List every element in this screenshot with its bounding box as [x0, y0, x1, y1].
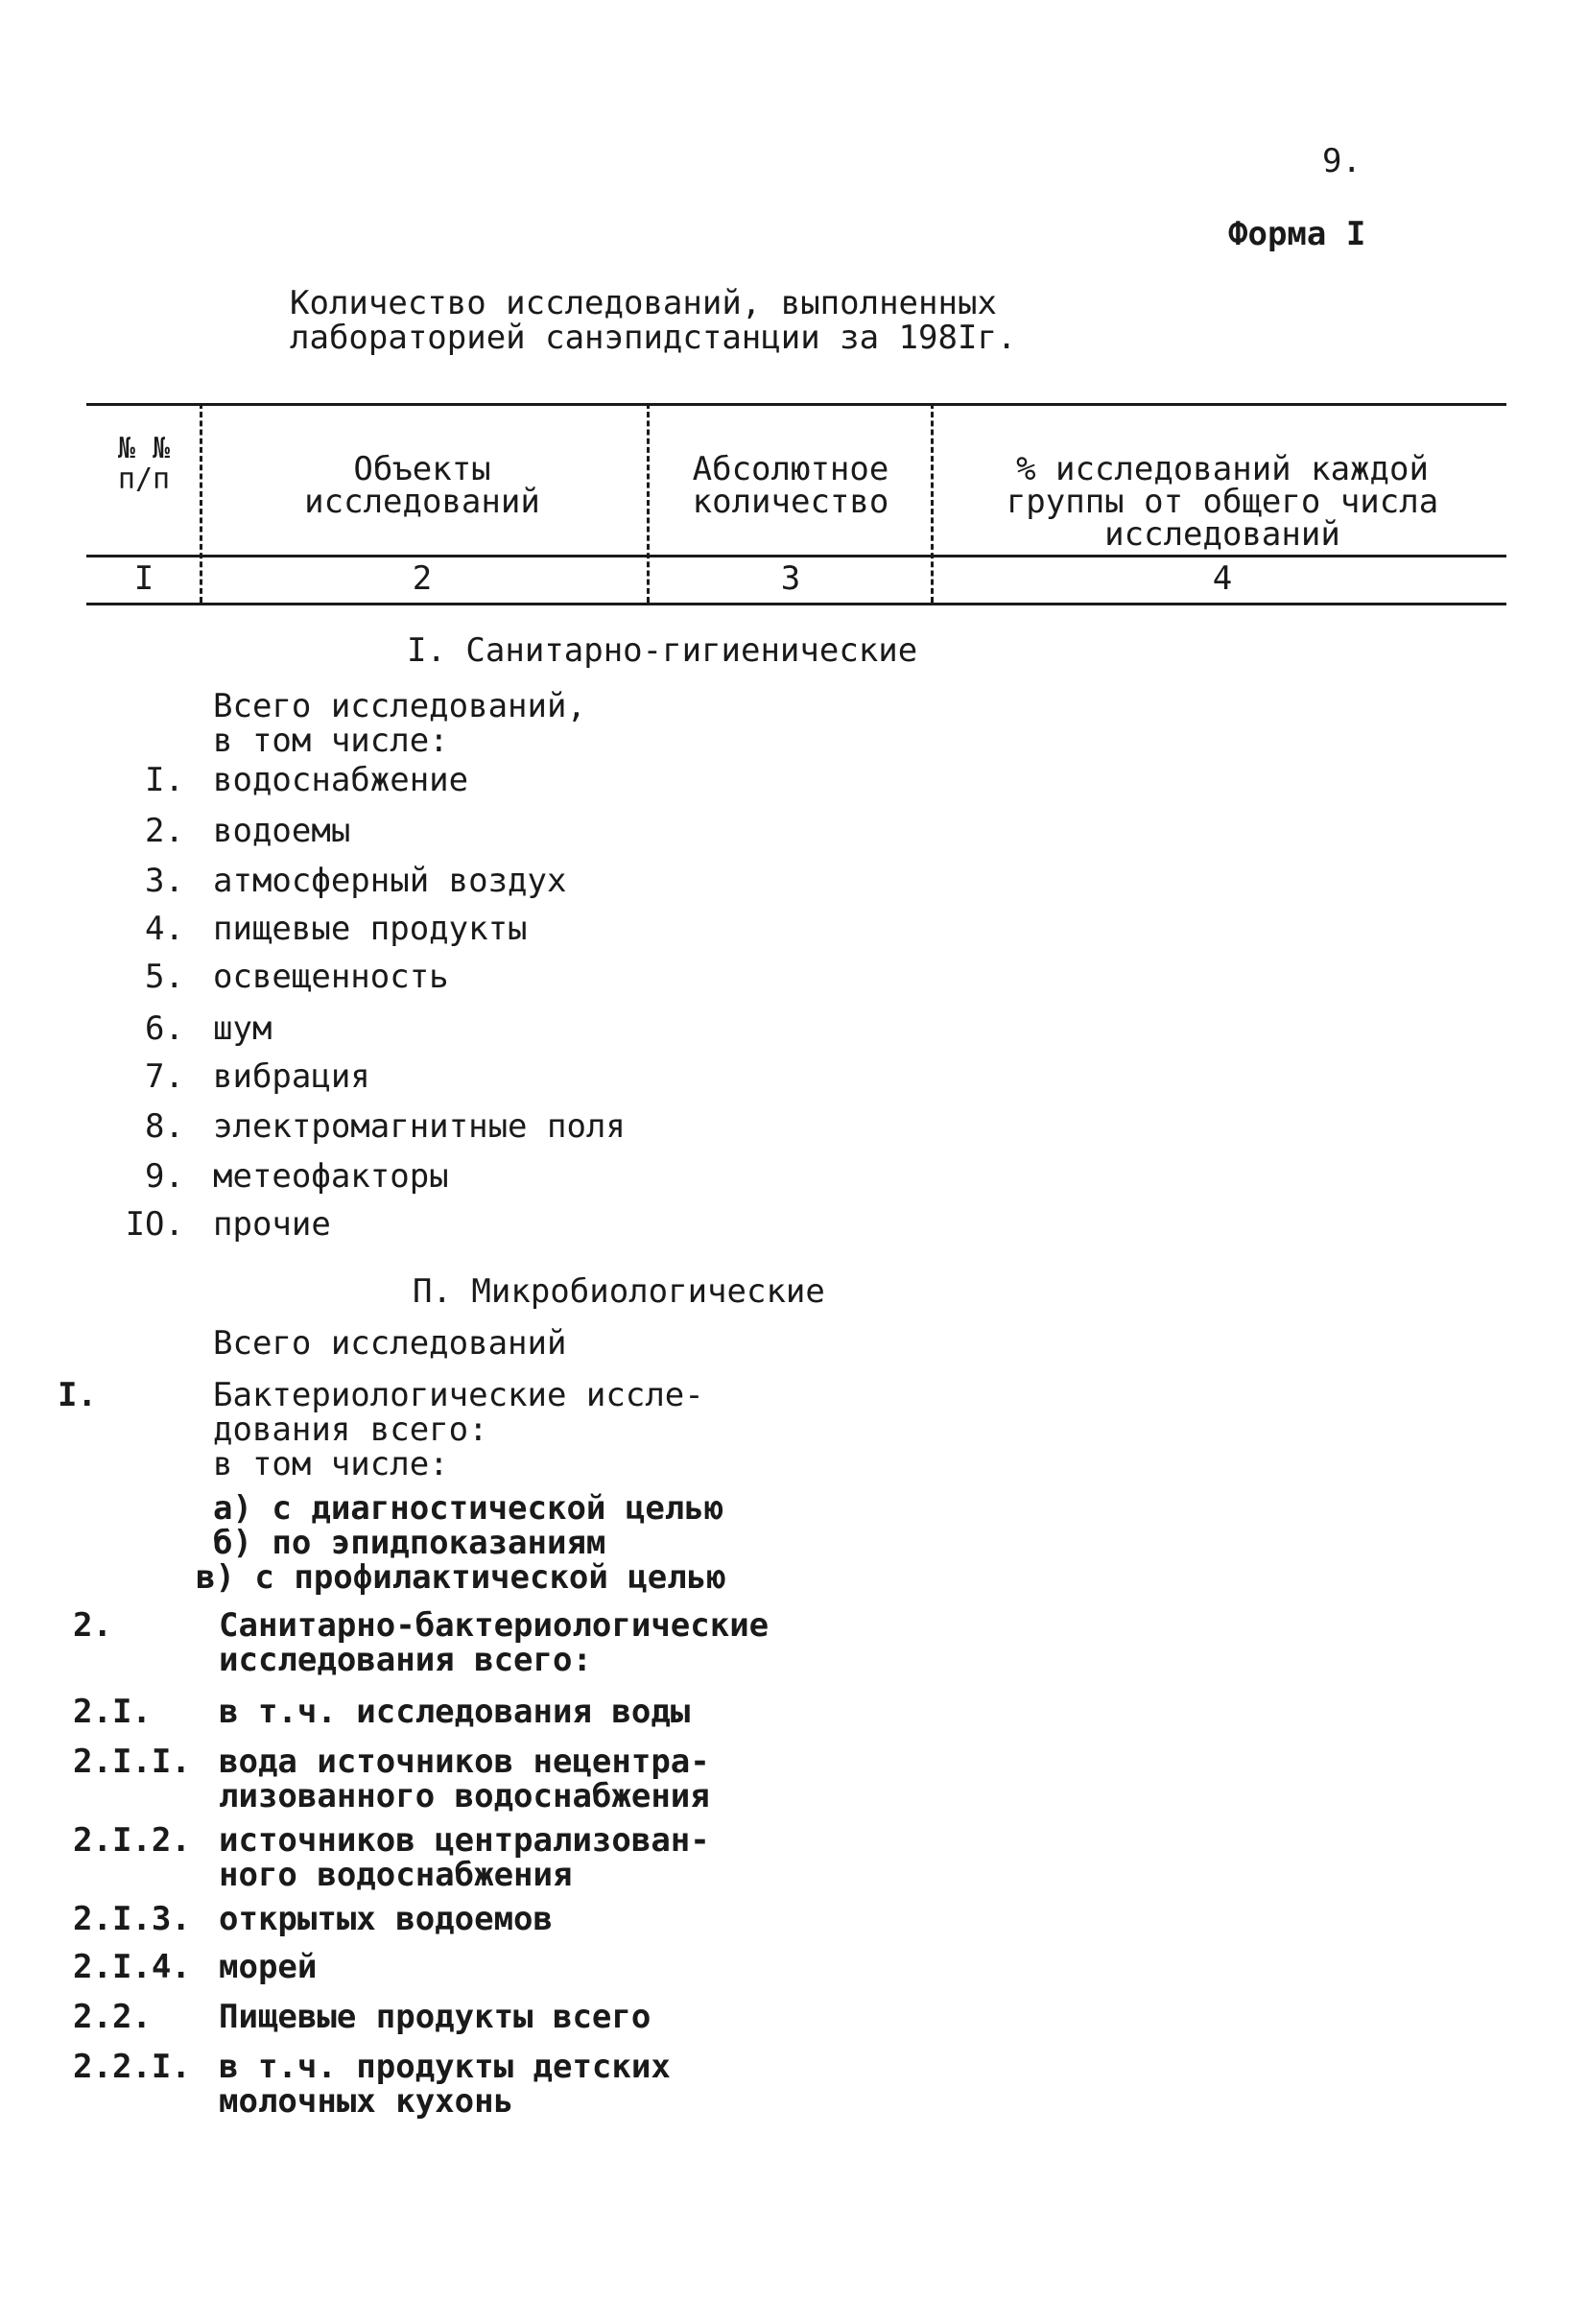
- sub-item-c: в) с профилактической целью: [196, 1558, 726, 1597]
- list-item-number: 2.I.I.: [73, 1743, 191, 1781]
- list-item-number: 2.I.3.: [73, 1900, 191, 1938]
- document-title-line2: лабораторией санэпидстанции за 198Iг.: [290, 319, 1017, 357]
- list-item-label: в т.ч. продукты детских молочных кухонь: [219, 2048, 671, 2121]
- list-item-label: шум: [213, 1009, 272, 1048]
- table-column-divider: [200, 403, 202, 603]
- list-item-number: IO.: [125, 1205, 184, 1244]
- list-item-number: 4.: [145, 910, 184, 948]
- list-item-label: водоемы: [213, 812, 351, 850]
- list-item-label: пищевые продукты: [213, 910, 528, 948]
- list-item-label: метеофакторы: [213, 1157, 449, 1196]
- section2-total: Всего исследований: [213, 1324, 567, 1363]
- header-col-absolute: Абсолютное количество: [692, 450, 889, 521]
- header-index-3: 3: [780, 559, 801, 598]
- sub-item-b: б) по эпидпоказаниям: [213, 1524, 606, 1562]
- header-index-2: 2: [412, 559, 433, 598]
- list-item-label: атмосферный воздух: [213, 862, 567, 900]
- list-item-number: 2.I.: [73, 1693, 152, 1731]
- document-title-line1: Количество исследований, выполненных: [290, 284, 997, 322]
- section2-heading: П. Микробиологические: [413, 1272, 825, 1311]
- list-item-label: источников централизован- ного водоснабжения: [219, 1821, 710, 1894]
- header-col-percent: % исследований каждой группы от общего числа исследований: [1006, 450, 1439, 554]
- list-item-number: 2.2.I.: [73, 2048, 191, 2086]
- table-header-rule: [86, 555, 1506, 557]
- header-index-4: 4: [1212, 559, 1233, 598]
- list-item-label: Пищевые продукты всего: [219, 1998, 651, 2036]
- list-item-label: освещенность: [213, 958, 449, 996]
- list-item-number: 5.: [145, 958, 184, 996]
- table-bottom-rule: [86, 603, 1506, 605]
- list-item-number: 2.: [73, 1606, 112, 1645]
- header-col-objects: Объекты исследований: [304, 450, 540, 521]
- list-item-number: I.: [145, 761, 184, 799]
- list-item-label: в т.ч. исследования воды: [219, 1693, 691, 1731]
- list-item-number: 2.I.2.: [73, 1821, 191, 1860]
- form-label: Форма I: [1228, 215, 1366, 253]
- list-item-label: Бактериологические иссле- дования всего: в том числе:: [213, 1376, 704, 1483]
- list-item-number: 2.2.: [73, 1998, 152, 2036]
- table-column-divider: [931, 403, 934, 603]
- table-top-rule: [86, 403, 1506, 406]
- list-item-label: Санитарно-бактериологические исследования всего:: [219, 1606, 770, 1679]
- table-column-divider: [647, 403, 650, 603]
- list-item-number: 9.: [145, 1157, 184, 1196]
- list-item-number: 6.: [145, 1009, 184, 1048]
- list-item-number: 7.: [145, 1057, 184, 1096]
- list-item-label: вода источников нецентра- лизованного водоснабжения: [219, 1743, 710, 1815]
- list-item-number: 3.: [145, 862, 184, 900]
- page-number: 9.: [1322, 142, 1362, 180]
- list-item-label: вибрация: [213, 1057, 370, 1096]
- list-item-number: 2.: [145, 812, 184, 850]
- header-col-number: № № п/п: [117, 432, 171, 496]
- list-item-number: I.: [58, 1376, 97, 1414]
- list-item-label: морей: [219, 1948, 318, 1986]
- header-index-1: I: [133, 559, 154, 598]
- list-item-number: 2.I.4.: [73, 1948, 191, 1986]
- list-item-number: 8.: [145, 1107, 184, 1146]
- list-item-label: прочие: [213, 1205, 331, 1244]
- list-item-label: водоснабжение: [213, 761, 469, 799]
- sub-item-a: а) с диагностической целью: [213, 1489, 724, 1528]
- section1-heading: I. Санитарно-гигиенические: [407, 631, 918, 670]
- section1-total: Всего исследований, в том числе:: [213, 687, 586, 760]
- list-item-label: открытых водоемов: [219, 1900, 553, 1938]
- list-item-label: электромагнитные поля: [213, 1107, 626, 1146]
